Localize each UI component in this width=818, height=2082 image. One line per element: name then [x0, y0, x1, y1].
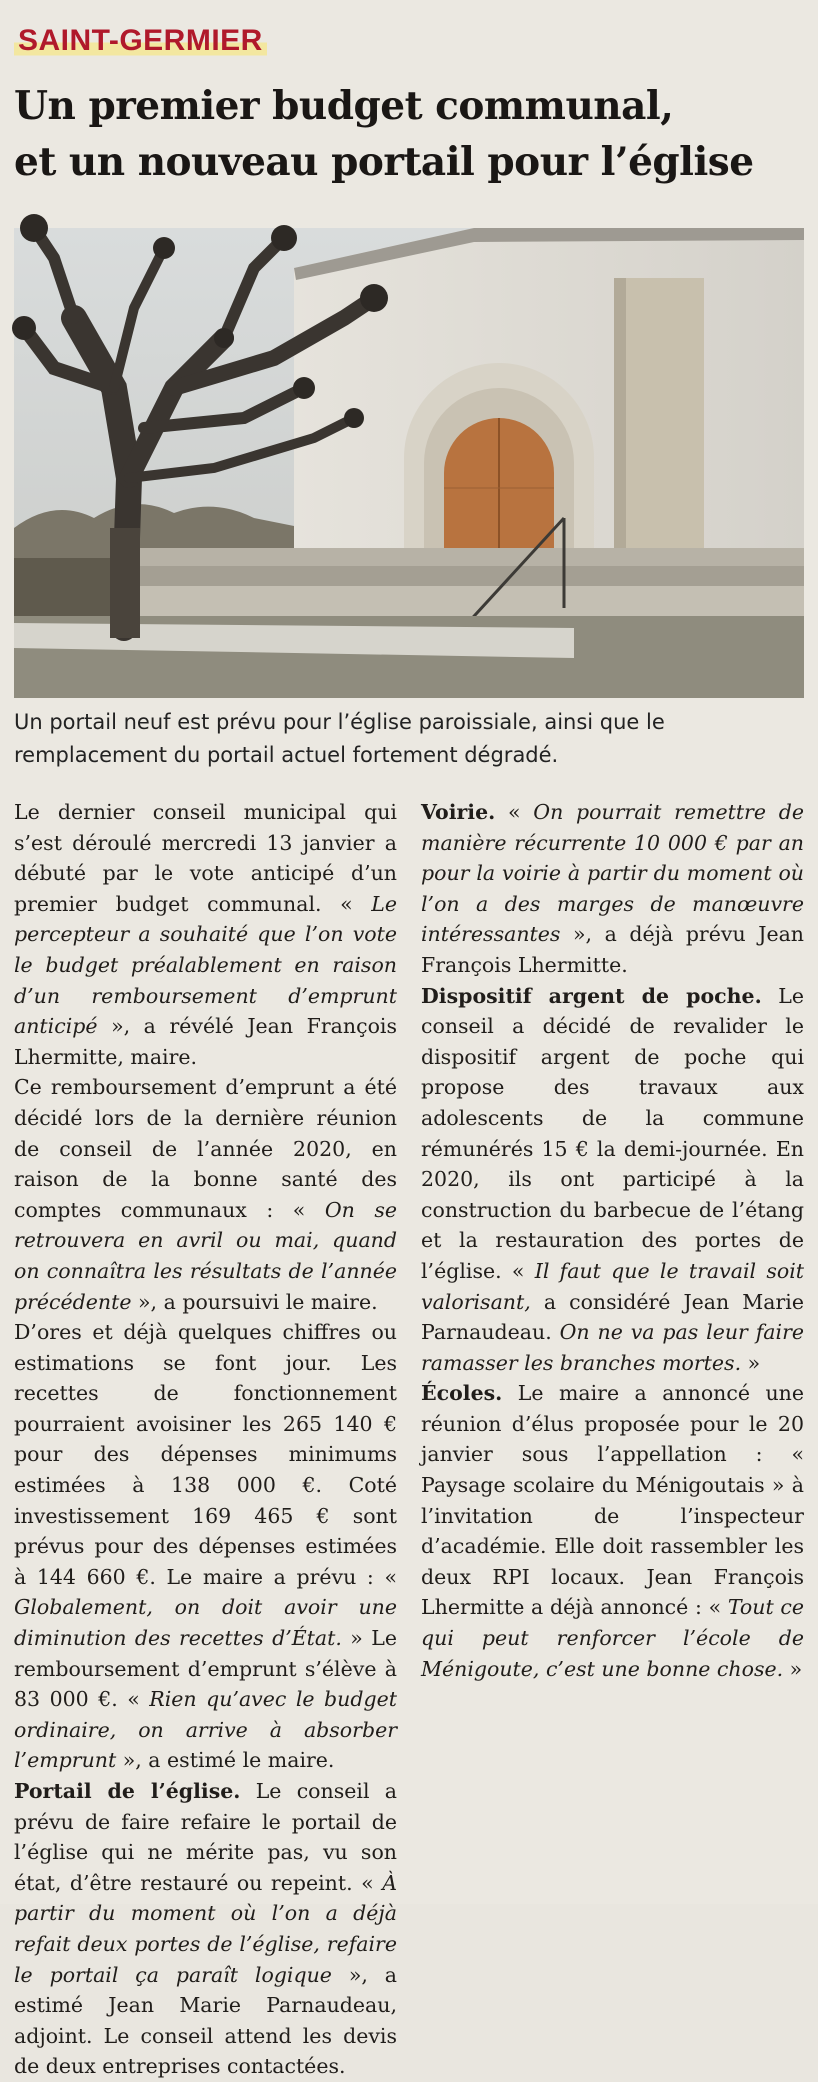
- article-body: [14, 797, 805, 2079]
- quote: On ne va pas leur faire ramasser les branches mortes.: [421, 1320, 805, 1375]
- article-headline: [14, 78, 804, 190]
- paragraph: [14, 1776, 397, 2082]
- paragraph: [421, 797, 804, 981]
- text-run: Le conseil a décidé de revalider le dispositif argent de poche qui propose des travaux aux adolescents de la commune rémunérés 15 € la demi-journée. En 2020, ils ont participé à la construction du barbecue de l’étang et la restauration des portes de l’église. «: [421, 983, 804, 1283]
- quote: Globalement, on doit avoir une diminution des recettes d’État.: [14, 1595, 397, 1651]
- article-column-right: [421, 797, 804, 1897]
- paragraph: [14, 797, 397, 1072]
- article-column-left: [14, 797, 398, 2079]
- paragraph: [421, 981, 804, 1379]
- headline-line-2: et un nouveau portail pour l’église: [14, 139, 754, 185]
- text-run: «: [495, 800, 534, 824]
- text-run: », a déjà prévu Jean François Lhermitte.: [421, 922, 804, 977]
- text-run: », a poursuivi le maire.: [131, 1289, 378, 1314]
- subheading: Voirie.: [421, 800, 496, 824]
- church-photo: [14, 228, 804, 698]
- paragraph: [14, 1072, 397, 1317]
- church-photo-icon: [14, 228, 804, 698]
- quote: Tout ce qui peut renforcer l’école de Ménigoute, c’est une bonne chose.: [421, 1595, 804, 1681]
- text-run: a considéré Jean Marie Parnaudeau.: [421, 1289, 804, 1345]
- text-run: »: [783, 1656, 803, 1681]
- text-run: Le dernier conseil municipal qui s’est déroulé mercredi 13 janvier a débuté par le vote anticipé d’un premier budget communal. «: [14, 800, 397, 916]
- text-run: Le maire a annoncé une réunion d’élus proposée pour le 20 janvier sous l’appellation : « Paysage scolaire du Ménigoutais » à l’invitation de l’inspecteur d’académie. Elle doit rassembler les deux RPI locaux. Jean François Lhermitte a déjà annoncé : «: [421, 1381, 804, 1620]
- text-run: », a révélé Jean François Lhermitte, maire.: [14, 1014, 397, 1069]
- quote: À partir du moment où l’on a déjà refait deux portes de l’église, refaire le portail ça paraît logique: [14, 1870, 397, 1987]
- quote: Rien qu’avec le budget ordinaire, on arrive à absorber l’emprunt: [14, 1687, 397, 1773]
- subheading: Portail de l’église.: [14, 1779, 241, 1803]
- section-rubric: SAINT-GERMIER: [14, 24, 267, 58]
- paragraph: [421, 1378, 804, 1684]
- text-run: D’ores et déjà quelques chiffres ou estimations se font jour. Les recettes de fonctionnement pourraient avoisiner les 265 140 € pour des dépenses minimums estimées à 138 000 €. Coté investissement 169 465 € sont prévus pour des dépenses estimées à 144 660 €. Le maire a prévu : «: [14, 1320, 397, 1589]
- photo-caption: Un portail neuf est prévu pour l’église paroissiale, ainsi que le remplacement du portail actuel fortement dégradé.: [14, 710, 665, 767]
- text-run: », a estimé Jean Marie Parnaudeau, adjoint. Le conseil attend les devis de deux entreprises contactées.: [14, 1962, 397, 2079]
- quote: On se retrouvera en avril ou mai, quand on connaîtra les résultats de l’année précédente: [14, 1197, 397, 1314]
- text-run: Ce remboursement d’emprunt a été décidé lors de la dernière réunion de conseil de l’année 2020, en raison de la bonne santé des comptes communaux : «: [14, 1075, 397, 1222]
- quote: On pourrait remettre de manière récurrente 10 000 € par an pour la voirie à partir du moment où l’on a des marges de manœuvre intéressantes: [421, 800, 804, 947]
- text-run: » Le remboursement d’emprunt s’élève à 83 000 €. «: [14, 1626, 398, 1712]
- subheading: Dispositif argent de poche.: [421, 983, 762, 1008]
- paragraph: [14, 1317, 397, 1776]
- text-run: Le conseil a prévu de faire refaire le portail de l’église qui ne mérite pas, vu son état, d’être restauré ou repeint. «: [14, 1779, 397, 1895]
- subheading: Écoles.: [421, 1381, 503, 1406]
- quote: Le percepteur a souhaité que l’on vote le budget préalablement en raison d’un remboursement d’emprunt anticipé: [14, 891, 397, 1039]
- text-run: »: [741, 1350, 761, 1375]
- text-run: », a estimé le maire.: [116, 1748, 335, 1773]
- headline-line-1: Un premier budget communal,: [14, 83, 674, 129]
- quote: Il faut que le travail soit valorisant,: [421, 1258, 805, 1314]
